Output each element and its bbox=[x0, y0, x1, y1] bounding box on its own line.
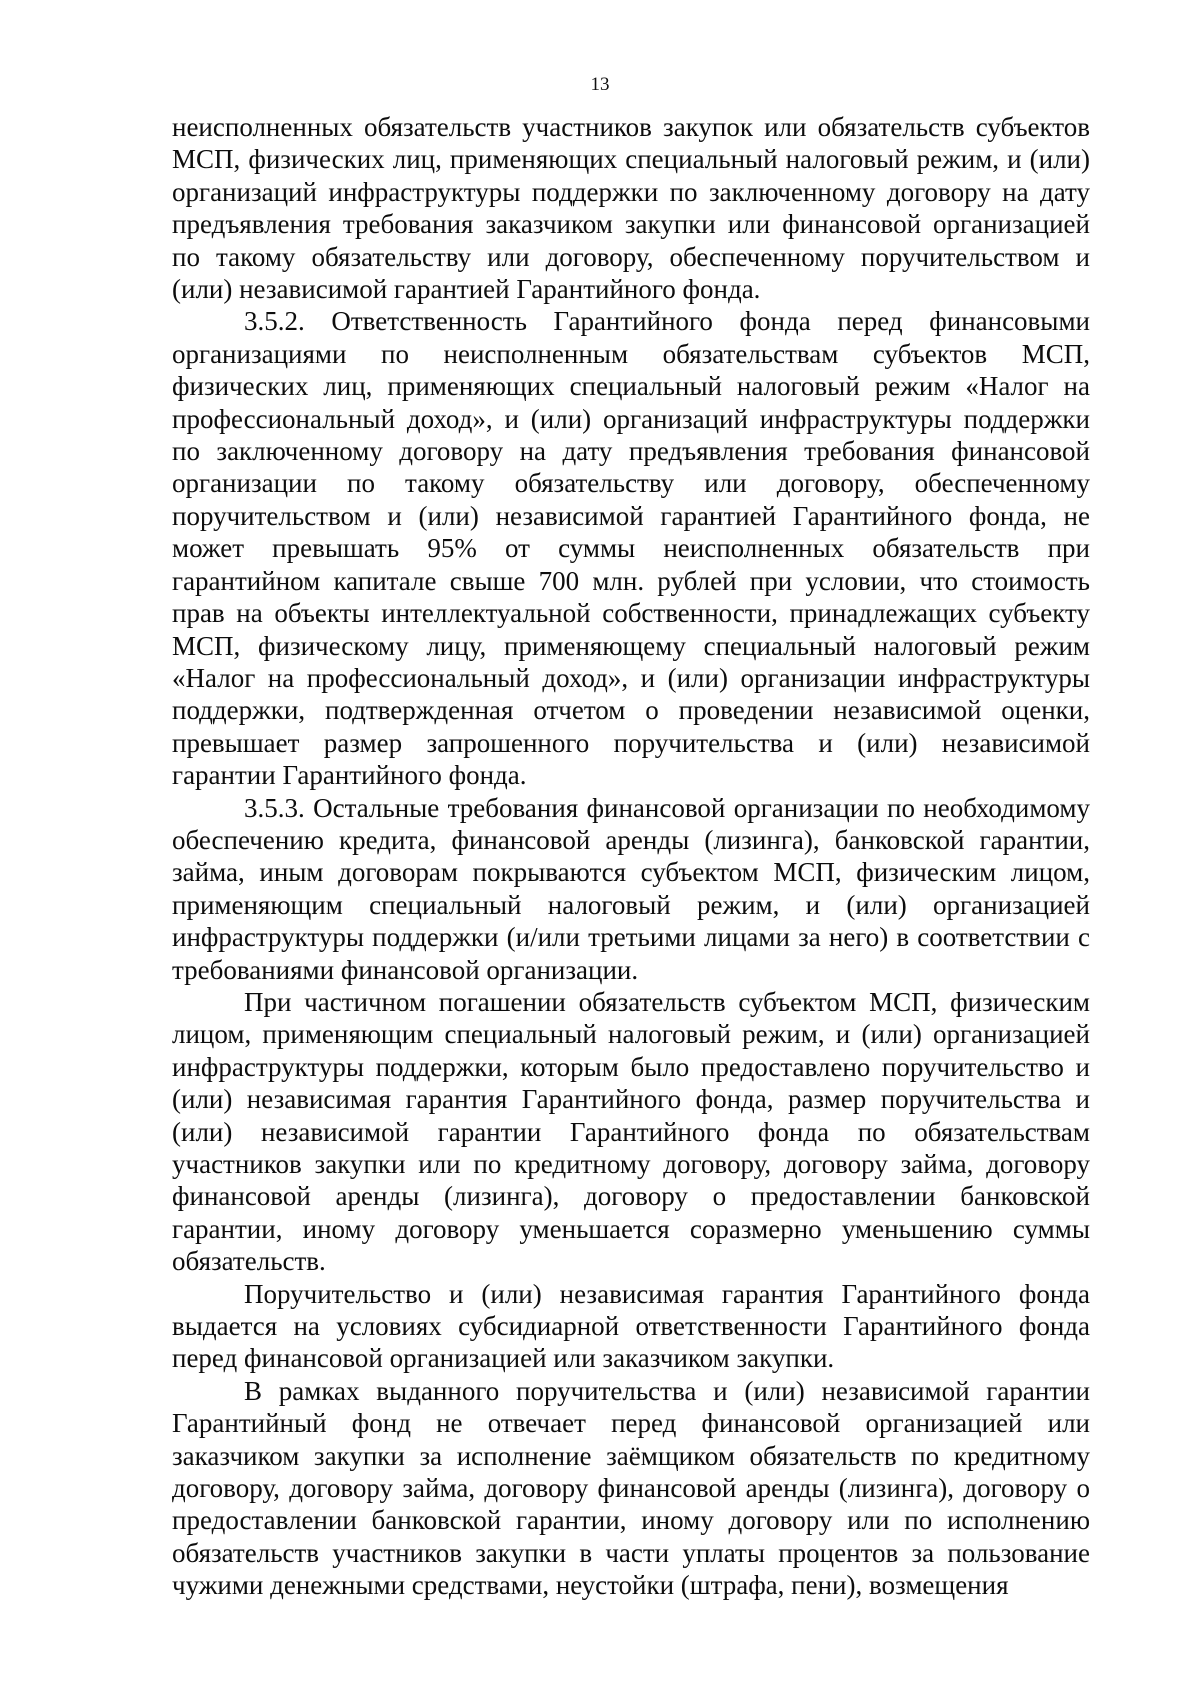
paragraph-3-5-2: 3.5.2. Ответственность Гарантийного фонда перед финансовыми организациями по неисполненным обязательствам субъектов МСП, физических лиц, применяющих специальный налоговый режим «Налог на профессиональный доход», и (или) организаций инфраструктуры поддержки по заключенному договору на дату предъявления требования финансовой организации по такому обязательству или договору, обеспеченному поручительством и (или) независимой гарантией Гарантийного фонда, не может превышать 95% от суммы неисполненных обязательств при гарантийном капитале свыше 700 млн. рублей при условии, что стоимость прав на объекты интеллектуальной собственности, принадлежащих субъекту МСП, физическому лицу, применяющему специальный налоговый режим «Налог на профессиональный доход», и (или) организации инфраструктуры поддержки, подтвержденная отчетом о проведении независимой оценки, превышает размер запрошенного поручительства и (или) независимой гарантии Гарантийного фонда. bbox=[172, 306, 1090, 791]
page-number: 13 bbox=[590, 74, 610, 95]
paragraph-3-5-3: 3.5.3. Остальные требования финансовой организации по необходимому обеспечению кредита, финансовой аренды (лизинга), банковской гарантии, займа, иным договорам покрываются субъектом МСП, физическим лицом, применяющим специальный налоговый режим, и (или) организацией инфраструктуры поддержки (и/или третьими лицами за него) в соответствии с требованиями финансовой организации. bbox=[172, 792, 1090, 985]
document-body bbox=[172, 111, 1090, 1602]
paragraph-subsidiary-liability: Поручительство и (или) независимая гарантия Гарантийного фонда выдается на условиях субсидиарной ответственности Гарантийного фонда перед финансовой организацией или заказчиком закупки. bbox=[172, 1278, 1090, 1374]
paragraph-partial-repayment: При частичном погашении обязательств субъектом МСП, физическим лицом, применяющим специальный налоговый режим, и (или) организацией инфраструктуры поддержки, которым было предоставлено поручительство и (или) независимая гарантия Гарантийного фонда, размер поручительства и (или) независимой гарантии Гарантийного фонда по обязательствам участников закупки или по кредитному договору, договору займа, договору финансовой аренды (лизинга), договору о предоставлении банковской гарантии, иному договору уменьшается соразмерно уменьшению суммы обязательств. bbox=[172, 986, 1090, 1277]
paragraph-fund-exclusions: В рамках выданного поручительства и (или) независимой гарантии Гарантийный фонд не отвечает перед финансовой организацией или заказчиком закупки за исполнение заёмщиком обязательств по кредитному договору, договору займа, договору финансовой аренды (лизинга), договору о предоставлении банковской гарантии, иному договору или по исполнению обязательств участников закупки в части уплаты процентов за пользование чужими денежными средствами, неустойки (штрафа, пени), возмещения bbox=[172, 1375, 1090, 1601]
paragraph-continuation: неисполненных обязательств участников закупок или обязательств субъектов МСП, физических лиц, применяющих специальный налоговый режим, и (или) организаций инфраструктуры поддержки по заключенному договору на дату предъявления требования заказчиком закупки или финансовой организацией по такому обязательству или договору, обеспеченному поручительством и (или) независимой гарантией Гарантийного фонда. bbox=[172, 112, 1090, 305]
